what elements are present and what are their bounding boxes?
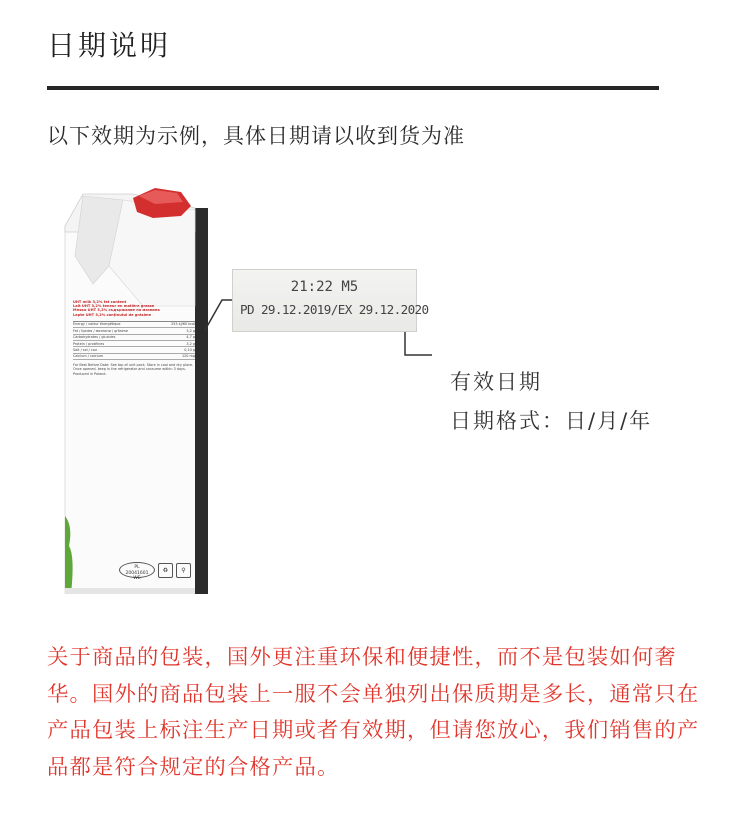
carton-badges — [119, 562, 191, 581]
carton-shape — [63, 186, 208, 594]
product-heading-2: Lait UHT 3,2% teneur en matière grasse — [73, 304, 155, 309]
milk-carton-image — [63, 186, 208, 594]
page-title: 日期说明 — [47, 29, 172, 62]
date-print-zoom — [232, 269, 429, 332]
nutrition-row: Fat / lipides / мазнини / grăsime 3,2 g — [73, 328, 195, 333]
subtitle: 以下效期为示例，具体日期请以收到货为准 — [47, 124, 465, 148]
nutrition-row: Carbohydrates / glucides 4,7 g — [73, 335, 195, 340]
tidyman-icon: ⚲ — [176, 563, 191, 578]
packaging-notice: 关于商品的包装，国外更注重环保和便捷性，而不是包装如何奢华。国外的商品包装上一服不会单独列出保质期是多长，通常只在产品包装上标注生产日期或者有效期，但请您放心，我们销售的产品都是符合规定的合格产品。 — [47, 645, 700, 780]
recycle-icon: ♻ — [158, 563, 173, 578]
print-time: 21:22 M5 — [290, 279, 359, 295]
expiry-label: 有效日期 — [450, 370, 542, 394]
product-heading-3: Мляко UHT 3,2% съдържание на мазнина — [73, 308, 160, 313]
print-dates: PD 29.12.2019/EX 29.12.2020 — [240, 302, 429, 317]
date-format-label: 日期格式：日/月/年 — [450, 409, 653, 433]
product-heading-4: Lapte UHT 3,2% conținutul de grăsime — [73, 312, 152, 317]
product-heading-1: UHT milk 3,2% fat content — [73, 300, 127, 304]
nutrition-table — [73, 321, 195, 360]
carton-label-text — [73, 300, 195, 376]
nutrition-row: Protein / protéines 3,2 g — [73, 341, 195, 346]
nutrition-row: Salt / sel / сол 0,10 g — [73, 347, 195, 352]
nutrition-row: Calcium / calcium 120 mg — [73, 354, 195, 359]
nutrition-row: Energy / valeur énergétique 253 kJ/60 kcal — [73, 322, 195, 327]
carton-fineprint: For Best Before Date: See top of unit pack. Store in cool and dry place. Once opened, keep in the refrigerator and consume within 3 days. Produced in Poland. — [73, 363, 194, 376]
title-divider — [47, 86, 659, 90]
health-mark-badge: PL 20041601 WE — [119, 562, 155, 578]
